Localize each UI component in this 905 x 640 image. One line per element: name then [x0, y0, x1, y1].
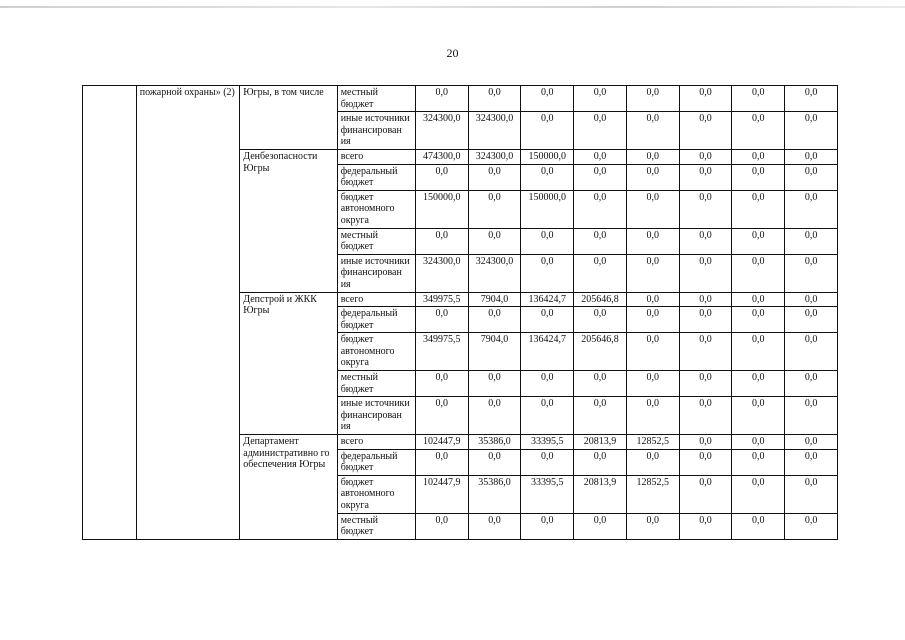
value-cell: 0,0	[626, 397, 679, 435]
executor-cell: Депстрой и ЖКК Югры	[240, 292, 337, 435]
value-cell: 0,0	[626, 333, 679, 371]
value-cell: 0,0	[415, 513, 468, 539]
value-cell: 0,0	[785, 475, 838, 513]
value-cell: 0,0	[785, 254, 838, 292]
value-cell: 0,0	[732, 292, 785, 307]
value-cell: 0,0	[732, 254, 785, 292]
value-cell: 0,0	[626, 112, 679, 150]
funding-source-cell: всего	[337, 149, 415, 164]
value-cell: 0,0	[468, 86, 521, 112]
value-cell: 0,0	[521, 86, 574, 112]
value-cell: 0,0	[468, 228, 521, 254]
value-cell: 102447,9	[415, 475, 468, 513]
value-cell: 0,0	[732, 333, 785, 371]
value-cell: 0,0	[574, 254, 627, 292]
value-cell: 0,0	[415, 371, 468, 397]
executor-cell: Департамент административно го обеспечения Югры	[240, 435, 337, 540]
value-cell: 205646,8	[574, 333, 627, 371]
value-cell: 0,0	[468, 371, 521, 397]
value-cell: 0,0	[415, 397, 468, 435]
value-cell: 0,0	[732, 513, 785, 539]
value-cell: 33395,5	[521, 475, 574, 513]
value-cell: 0,0	[679, 149, 732, 164]
value-cell: 0,0	[679, 435, 732, 450]
value-cell: 0,0	[626, 371, 679, 397]
value-cell: 0,0	[785, 371, 838, 397]
value-cell: 0,0	[468, 449, 521, 475]
funding-source-cell: всего	[337, 292, 415, 307]
value-cell: 20813,9	[574, 475, 627, 513]
value-cell: 0,0	[521, 513, 574, 539]
value-cell: 12852,5	[626, 435, 679, 450]
value-cell: 0,0	[785, 333, 838, 371]
funding-source-cell: местный бюджет	[337, 86, 415, 112]
value-cell: 349975,5	[415, 333, 468, 371]
value-cell: 0,0	[521, 397, 574, 435]
value-cell: 0,0	[468, 164, 521, 190]
value-cell: 0,0	[415, 307, 468, 333]
page-number: 20	[446, 46, 459, 60]
value-cell: 150000,0	[521, 190, 574, 228]
value-cell: 0,0	[574, 190, 627, 228]
value-cell: 0,0	[732, 112, 785, 150]
value-cell: 136424,7	[521, 292, 574, 307]
value-cell: 0,0	[626, 228, 679, 254]
funding-source-cell: бюджет автономного округа	[337, 475, 415, 513]
table-row	[83, 86, 838, 112]
value-cell: 0,0	[626, 86, 679, 112]
value-cell: 0,0	[679, 307, 732, 333]
value-cell: 0,0	[679, 228, 732, 254]
funding-source-cell: иные источники финансирован ия	[337, 397, 415, 435]
value-cell: 0,0	[679, 164, 732, 190]
value-cell: 0,0	[732, 371, 785, 397]
value-cell: 0,0	[679, 190, 732, 228]
value-cell: 0,0	[679, 449, 732, 475]
value-cell: 0,0	[468, 307, 521, 333]
value-cell: 0,0	[785, 435, 838, 450]
value-cell: 324300,0	[468, 254, 521, 292]
funding-source-cell: иные источники финансирован ия	[337, 112, 415, 150]
value-cell: 35386,0	[468, 435, 521, 450]
funding-source-cell: местный бюджет	[337, 513, 415, 539]
value-cell: 0,0	[468, 190, 521, 228]
value-cell: 35386,0	[468, 475, 521, 513]
funding-source-cell: федеральный бюджет	[337, 307, 415, 333]
value-cell: 150000,0	[415, 190, 468, 228]
value-cell: 0,0	[679, 371, 732, 397]
funding-source-cell: бюджет автономного округа	[337, 190, 415, 228]
value-cell: 102447,9	[415, 435, 468, 450]
value-cell: 0,0	[732, 228, 785, 254]
value-cell: 0,0	[732, 475, 785, 513]
funding-source-cell: местный бюджет	[337, 371, 415, 397]
funding-source-cell: федеральный бюджет	[337, 164, 415, 190]
value-cell: 7904,0	[468, 292, 521, 307]
value-cell: 0,0	[521, 307, 574, 333]
value-cell: 0,0	[415, 86, 468, 112]
value-cell: 12852,5	[626, 475, 679, 513]
value-cell: 474300,0	[415, 149, 468, 164]
value-cell: 0,0	[574, 449, 627, 475]
value-cell: 0,0	[785, 292, 838, 307]
value-cell: 0,0	[732, 435, 785, 450]
value-cell: 7904,0	[468, 333, 521, 371]
value-cell: 0,0	[415, 228, 468, 254]
value-cell: 0,0	[679, 397, 732, 435]
value-cell: 324300,0	[415, 112, 468, 150]
value-cell: 0,0	[574, 371, 627, 397]
value-cell: 20813,9	[574, 435, 627, 450]
value-cell: 0,0	[732, 149, 785, 164]
value-cell: 0,0	[732, 307, 785, 333]
value-cell: 0,0	[785, 449, 838, 475]
value-cell: 0,0	[732, 164, 785, 190]
value-cell: 0,0	[732, 190, 785, 228]
funding-source-cell: иные источники финансирован ия	[337, 254, 415, 292]
value-cell: 0,0	[679, 86, 732, 112]
value-cell: 0,0	[679, 112, 732, 150]
funding-source-cell: бюджет автономного округа	[337, 333, 415, 371]
value-cell: 0,0	[785, 149, 838, 164]
value-cell: 0,0	[521, 228, 574, 254]
value-cell: 324300,0	[468, 112, 521, 150]
value-cell: 0,0	[626, 254, 679, 292]
value-cell: 0,0	[521, 371, 574, 397]
value-cell: 0,0	[732, 397, 785, 435]
value-cell: 0,0	[679, 513, 732, 539]
executor-cell: Денбезопасности Югры	[240, 149, 337, 292]
value-cell: 0,0	[574, 112, 627, 150]
value-cell: 0,0	[574, 228, 627, 254]
value-cell: 33395,5	[521, 435, 574, 450]
value-cell: 0,0	[574, 513, 627, 539]
value-cell: 349975,5	[415, 292, 468, 307]
value-cell: 0,0	[626, 292, 679, 307]
value-cell: 0,0	[785, 164, 838, 190]
value-cell: 0,0	[785, 86, 838, 112]
value-cell: 0,0	[574, 164, 627, 190]
value-cell: 0,0	[679, 292, 732, 307]
blank-number-column	[83, 86, 137, 540]
value-cell: 0,0	[468, 397, 521, 435]
value-cell: 0,0	[574, 397, 627, 435]
value-cell: 0,0	[785, 190, 838, 228]
value-cell: 0,0	[626, 449, 679, 475]
funding-source-cell: местный бюджет	[337, 228, 415, 254]
value-cell: 136424,7	[521, 333, 574, 371]
value-cell: 0,0	[732, 449, 785, 475]
scan-edge-line	[0, 6, 905, 8]
value-cell: 0,0	[785, 112, 838, 150]
budget-table-body	[83, 86, 838, 540]
value-cell: 0,0	[785, 397, 838, 435]
executor-cell: Югры, в том числе	[240, 86, 337, 150]
value-cell: 0,0	[785, 513, 838, 539]
value-cell: 0,0	[679, 475, 732, 513]
value-cell: 0,0	[574, 149, 627, 164]
value-cell: 0,0	[626, 307, 679, 333]
value-cell: 0,0	[626, 164, 679, 190]
value-cell: 0,0	[574, 307, 627, 333]
value-cell: 0,0	[521, 449, 574, 475]
value-cell: 0,0	[626, 149, 679, 164]
value-cell: 0,0	[785, 228, 838, 254]
value-cell: 0,0	[679, 333, 732, 371]
value-cell: 0,0	[732, 86, 785, 112]
value-cell: 205646,8	[574, 292, 627, 307]
value-cell: 0,0	[415, 164, 468, 190]
value-cell: 0,0	[521, 254, 574, 292]
value-cell: 0,0	[521, 164, 574, 190]
value-cell: 0,0	[626, 513, 679, 539]
funding-source-cell: федеральный бюджет	[337, 449, 415, 475]
value-cell: 0,0	[626, 190, 679, 228]
funding-source-cell: всего	[337, 435, 415, 450]
value-cell: 150000,0	[521, 149, 574, 164]
program-name-cell: пожарной охраны» (2)	[136, 86, 240, 540]
value-cell: 324300,0	[468, 149, 521, 164]
value-cell: 0,0	[679, 254, 732, 292]
value-cell: 324300,0	[415, 254, 468, 292]
value-cell: 0,0	[785, 307, 838, 333]
value-cell: 0,0	[521, 112, 574, 150]
budget-table	[82, 85, 838, 540]
value-cell: 0,0	[574, 86, 627, 112]
value-cell: 0,0	[415, 449, 468, 475]
value-cell: 0,0	[468, 513, 521, 539]
